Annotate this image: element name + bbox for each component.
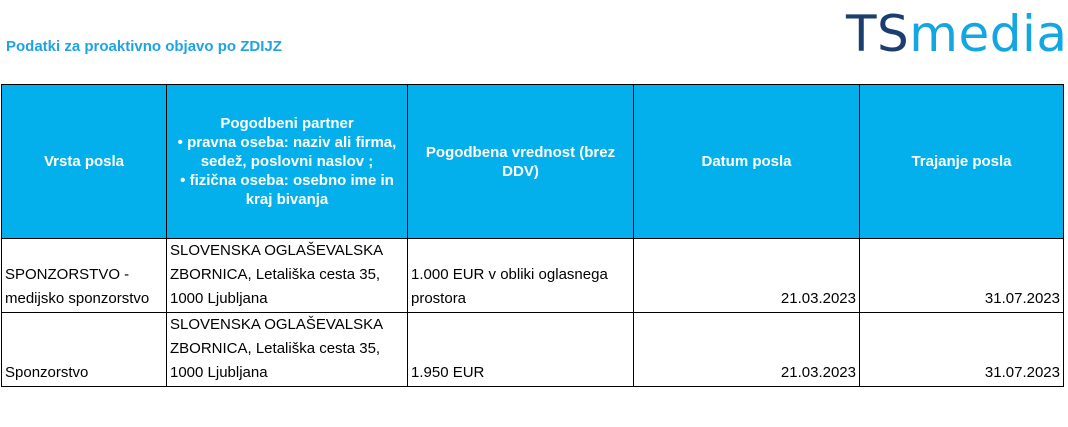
- cell-pogodbeni-partner: SLOVENSKA OGLAŠEVALSKA ZBORNICA, Letališka cesta 35, 1000 Ljubljana: [167, 239, 408, 313]
- header-pogodbeni-partner: [167, 85, 408, 239]
- header-vrsta-posla: Vrsta posla: [2, 85, 167, 239]
- cell-trajanje-posla: 31.07.2023: [860, 239, 1064, 313]
- cell-datum-posla: 21.03.2023: [634, 313, 860, 387]
- page-title: Podatki za proaktivno objavo po ZDIJZ: [6, 38, 282, 55]
- header-partner-line: • pravna oseba: naziv ali firma, sedež, poslovni naslov ;: [177, 134, 397, 170]
- logo-media: media: [909, 5, 1068, 63]
- table-row: [2, 313, 1064, 387]
- tsmedia-logo: [846, 4, 1068, 64]
- contracts-table: [1, 84, 1064, 387]
- header-partner-line: Pogodbeni partner: [220, 115, 354, 132]
- header-trajanje-posla: Trajanje posla: [860, 85, 1064, 239]
- table-header-row: [2, 85, 1064, 239]
- cell-datum-posla: 21.03.2023: [634, 239, 860, 313]
- cell-vrsta-posla: Sponzorstvo: [2, 313, 167, 387]
- cell-pogodbeni-partner: SLOVENSKA OGLAŠEVALSKA ZBORNICA, Letališka cesta 35, 1000 Ljubljana: [167, 313, 408, 387]
- cell-pogodbena-vrednost: 1.950 EUR: [408, 313, 634, 387]
- header-datum-posla: Datum posla: [634, 85, 860, 239]
- cell-pogodbena-vrednost: 1.000 EUR v obliki oglasnega prostora: [408, 239, 634, 313]
- header-pogodbena-vrednost: Pogodbena vrednost (brez DDV): [408, 85, 634, 239]
- logo-ts: TS: [846, 5, 910, 63]
- table-row: [2, 239, 1064, 313]
- cell-trajanje-posla: 31.07.2023: [860, 313, 1064, 387]
- cell-vrsta-posla: SPONZORSTVO - medijsko sponzorstvo: [2, 239, 167, 313]
- header-partner-line: • fizična oseba: osebno ime in kraj bivanja: [180, 172, 394, 208]
